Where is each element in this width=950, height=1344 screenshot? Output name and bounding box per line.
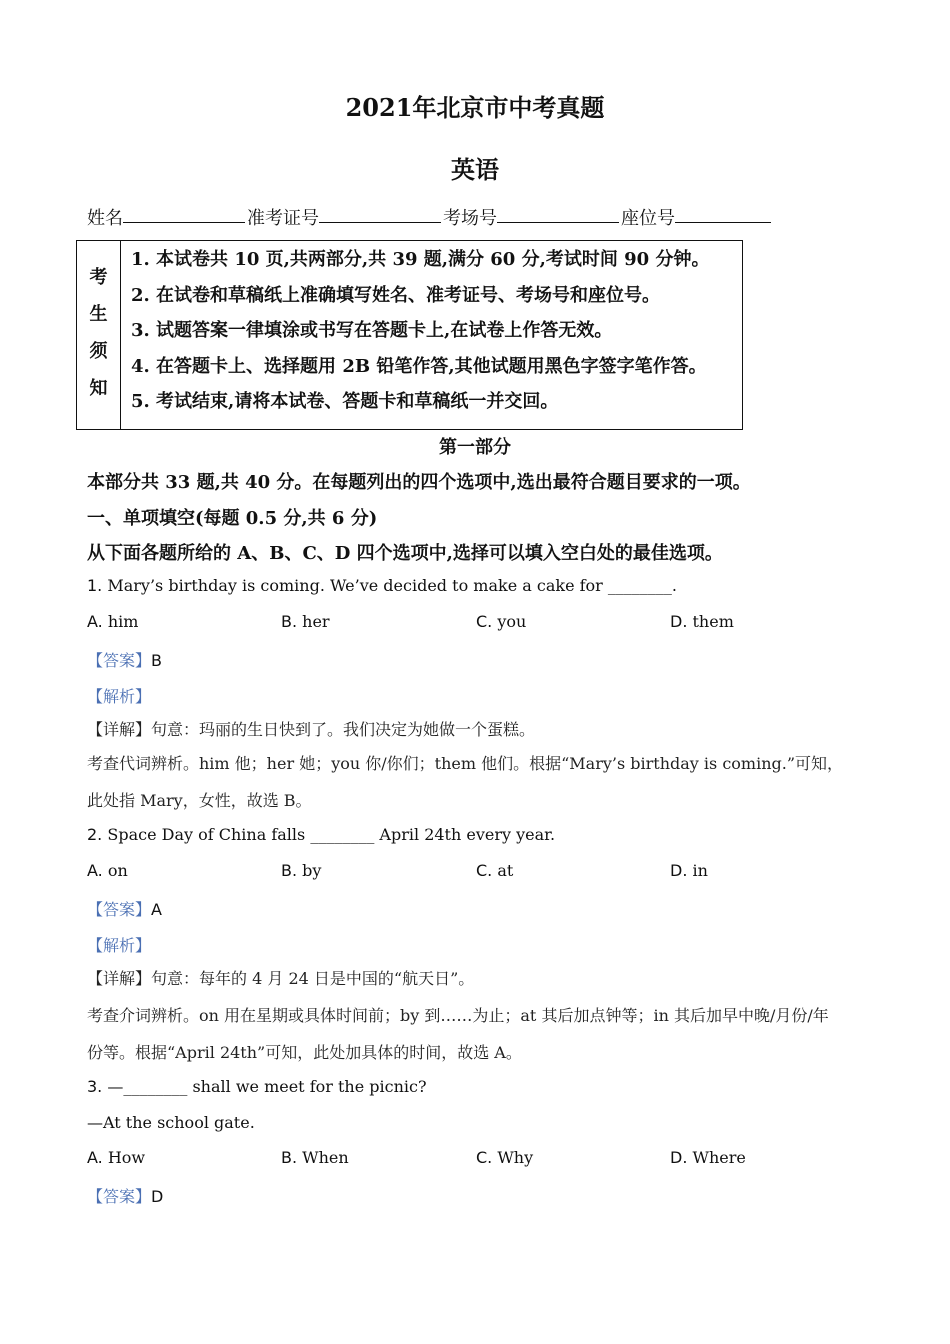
q1-option-c[interactable] (476, 612, 526, 631)
option-text: at (497, 861, 514, 880)
option-text: him (107, 612, 139, 631)
notice-side-label (77, 241, 121, 429)
field-seat-label: 座位号 (621, 208, 675, 229)
option-letter: C. (476, 1148, 493, 1167)
notice-rule: 4. 在答题卡上、选择题用 2B 铅笔作答,其他试题用黑色字签字笔作答。 (131, 355, 707, 377)
q2-option-c[interactable] (476, 861, 513, 880)
option-letter: A. (87, 612, 103, 631)
q3-option-d[interactable] (670, 1148, 746, 1167)
q3-answer (87, 1184, 163, 1207)
q1-analysis-tag: 【解析】 (87, 687, 152, 706)
notice-rule: 1. 本试卷共 10 页,共两部分,共 39 题,满分 60 分,考试时间 90 分钟。 (131, 249, 710, 270)
answer-value: D (151, 1187, 164, 1206)
question-3-reply: —At the school gate. (87, 1113, 255, 1132)
field-room-blank (497, 204, 619, 223)
q2-answer (87, 897, 162, 920)
q2-option-b[interactable] (281, 861, 321, 880)
field-seat-blank (675, 204, 771, 223)
answer-tag: 【答案】 (87, 900, 152, 919)
notice-rule: 2. 在试卷和草稿纸上准确填写姓名、准考证号、考场号和座位号。 (131, 284, 661, 306)
option-text: them (692, 612, 734, 631)
q2-analysis-tag: 【解析】 (87, 936, 152, 955)
section-title: 一、单项填空(每题 0.5 分,共 6 分) (87, 508, 378, 529)
field-name-blank (123, 204, 245, 223)
q1-option-d[interactable] (670, 612, 734, 631)
option-text: Where (692, 1148, 746, 1167)
question-text: —________ shall we meet for the picnic? (107, 1077, 427, 1096)
question-number: 1. (87, 576, 103, 595)
part-title: 第一部分 (439, 437, 511, 458)
notice-rules (121, 241, 709, 429)
option-letter: D. (670, 612, 688, 631)
q2-option-a[interactable] (87, 861, 128, 880)
q1-explanation: 考查代词辨析。him 他；her 她；you 你/你们；them 他们。根据“Mary’s birthday is coming.”可知， (87, 754, 844, 773)
page-title: 2021年北京市中考真题 (345, 93, 605, 122)
question-text: Space Day of China falls ________ April 24th every year. (107, 825, 556, 844)
option-letter: D. (670, 1148, 688, 1167)
q2-explanation-cont: 份等。根据“April 24th”可知，此处加具体的时间，故选 A。 (87, 1043, 522, 1062)
answer-tag: 【答案】 (87, 651, 152, 670)
q1-option-a[interactable] (87, 612, 138, 631)
notice-rule: 3. 试题答案一律填涂或书写在答题卡上,在试卷上作答无效。 (131, 320, 613, 341)
q1-option-b[interactable] (281, 612, 330, 631)
option-letter: B. (281, 1148, 298, 1167)
subject-title: 英语 (451, 155, 499, 184)
answer-tag: 【答案】 (87, 1187, 152, 1206)
notice-side-char: 生 (89, 304, 108, 325)
q3-option-a[interactable] (87, 1148, 145, 1167)
option-letter: A. (87, 1148, 103, 1167)
section-instruction: 从下面各题所给的 A、B、C、D 四个选项中,选择可以填入空白处的最佳选项。 (87, 543, 723, 564)
option-text: you (497, 612, 527, 631)
field-exam-id-label: 准考证号 (247, 208, 319, 229)
option-text: in (692, 861, 708, 880)
answer-value: A (151, 900, 162, 919)
q3-option-b[interactable] (281, 1148, 349, 1167)
option-text: Why (497, 1148, 534, 1167)
notice-side-char: 须 (89, 341, 108, 362)
option-text: When (302, 1148, 349, 1167)
q2-detail: 【详解】句意：每年的 4 月 24 日是中国的“航天日”。 (87, 969, 475, 988)
option-letter: C. (476, 861, 493, 880)
option-letter: B. (281, 612, 298, 631)
q1-answer (87, 648, 162, 671)
question-text: Mary’s birthday is coming. We’ve decided to make a cake for ________. (107, 576, 677, 595)
question-number: 2. (87, 825, 103, 844)
option-text: on (107, 861, 128, 880)
notice-side-char: 考 (89, 267, 108, 288)
question-number: 3. (87, 1077, 103, 1096)
q2-option-d[interactable] (670, 861, 708, 880)
field-room-label: 考场号 (443, 208, 497, 229)
question-2 (87, 825, 555, 844)
question-3 (87, 1077, 427, 1096)
option-text: her (302, 612, 330, 631)
option-text: by (302, 861, 322, 880)
candidate-notice-box (76, 240, 743, 430)
option-letter: C. (476, 612, 493, 631)
option-text: How (107, 1148, 146, 1167)
q1-detail: 【详解】句意：玛丽的生日快到了。我们决定为她做一个蛋糕。 (87, 720, 536, 739)
field-exam-id-blank (319, 204, 441, 223)
option-letter: B. (281, 861, 298, 880)
notice-side-char: 知 (89, 378, 108, 399)
q2-explanation: 考查介词辨析。on 用在星期或具体时间前；by 到……为止；at 其后加点钟等；in 其后加早中晚/月份/年 (87, 1006, 829, 1025)
q3-option-c[interactable] (476, 1148, 533, 1167)
option-letter: D. (670, 861, 688, 880)
part-intro: 本部分共 33 题,共 40 分。在每题列出的四个选项中,选出最符合题目要求的一项。 (87, 472, 751, 493)
notice-rule: 5. 考试结束,请将本试卷、答题卡和草稿纸一并交回。 (131, 391, 559, 412)
candidate-info-line (87, 204, 773, 230)
q1-explanation-cont: 此处指 Mary，女性，故选 B。 (87, 791, 312, 810)
field-name-label: 姓名 (87, 208, 123, 229)
question-1 (87, 576, 677, 595)
answer-value: B (151, 651, 162, 670)
option-letter: A. (87, 861, 103, 880)
